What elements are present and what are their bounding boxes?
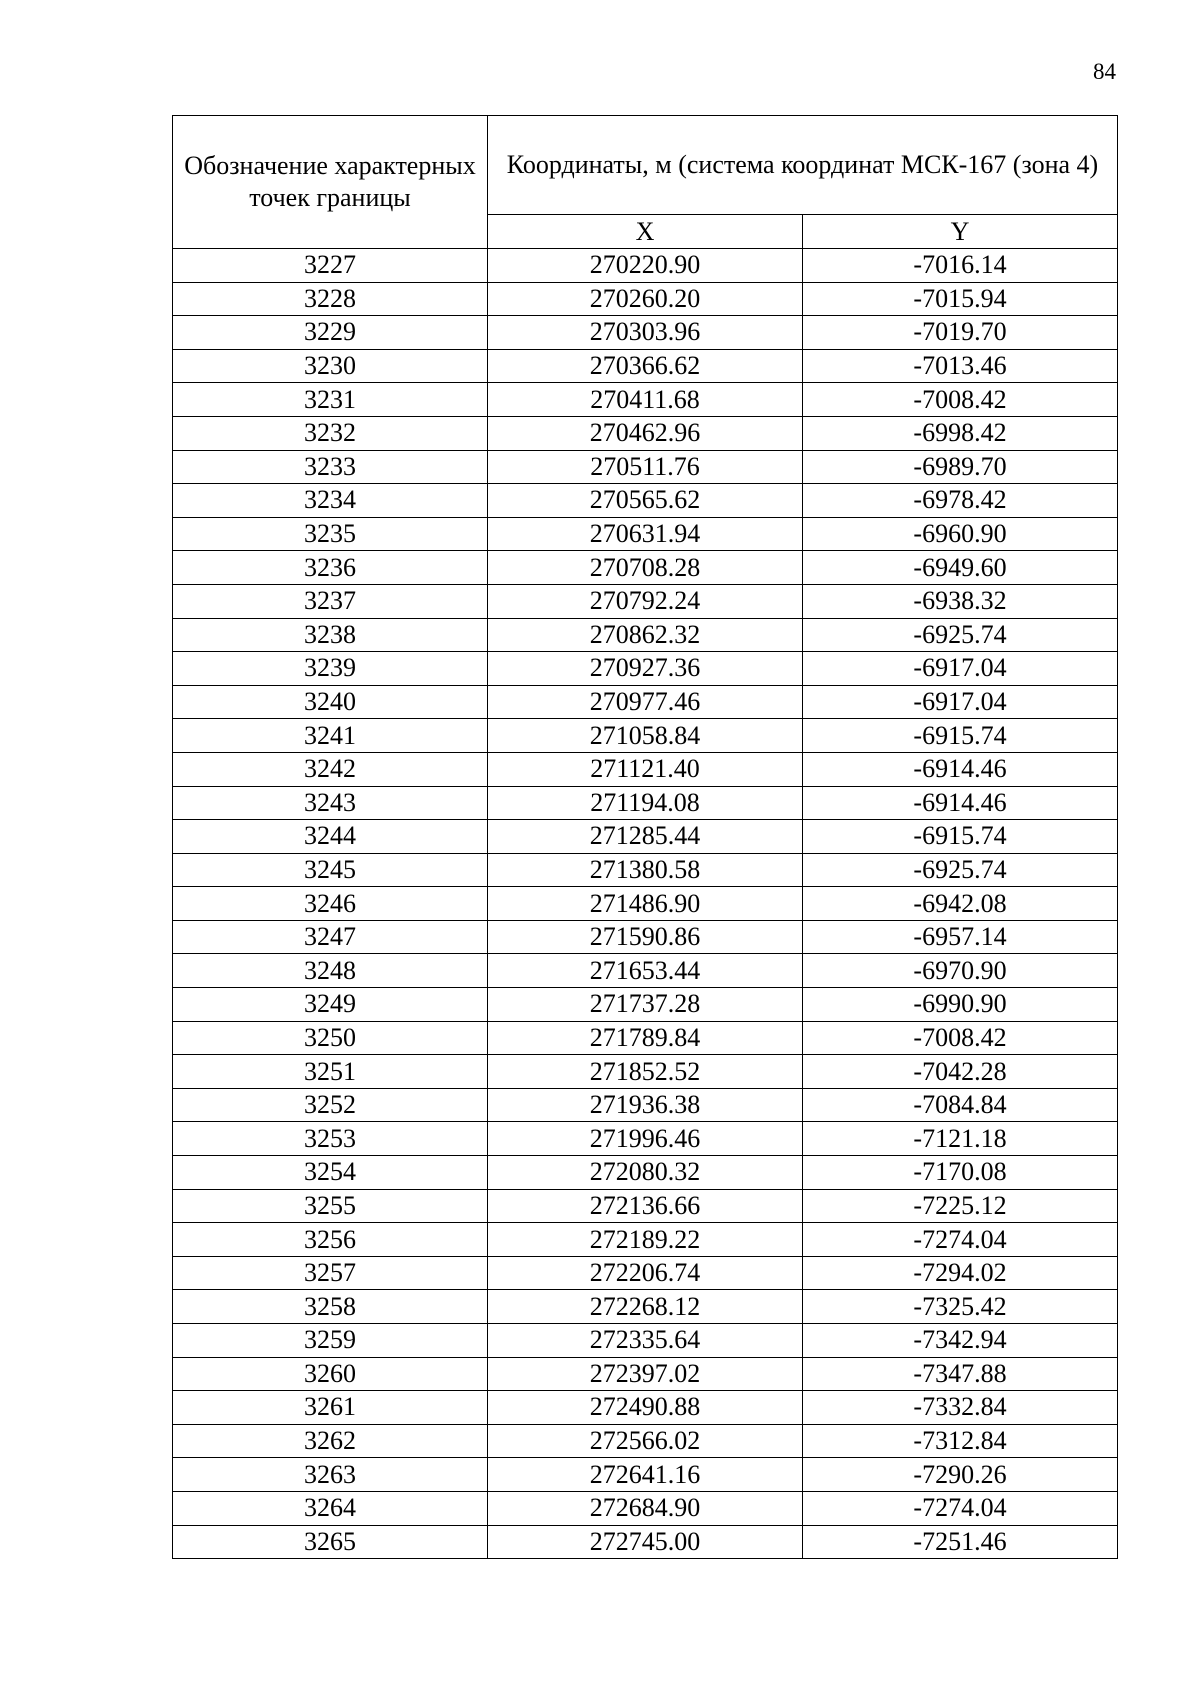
cell-x: 270708.28 xyxy=(488,551,803,585)
cell-y: -7015.94 xyxy=(803,282,1118,316)
cell-point: 3245 xyxy=(173,853,488,887)
cell-y: -7294.02 xyxy=(803,1256,1118,1290)
cell-y: -6925.74 xyxy=(803,853,1118,887)
cell-point: 3239 xyxy=(173,652,488,686)
cell-point: 3264 xyxy=(173,1491,488,1525)
cell-x: 270303.96 xyxy=(488,316,803,350)
cell-y: -6942.08 xyxy=(803,887,1118,921)
cell-point: 3232 xyxy=(173,416,488,450)
cell-point: 3247 xyxy=(173,920,488,954)
cell-x: 271285.44 xyxy=(488,820,803,854)
table-row xyxy=(173,1055,1118,1089)
cell-y: -6938.32 xyxy=(803,584,1118,618)
table-row xyxy=(173,1290,1118,1324)
cell-x: 272684.90 xyxy=(488,1491,803,1525)
cell-point: 3253 xyxy=(173,1122,488,1156)
table-row xyxy=(173,820,1118,854)
cell-y: -6957.14 xyxy=(803,920,1118,954)
cell-x: 272745.00 xyxy=(488,1525,803,1559)
header-y: Y xyxy=(803,215,1118,249)
cell-y: -7251.46 xyxy=(803,1525,1118,1559)
table-row xyxy=(173,249,1118,283)
cell-x: 272566.02 xyxy=(488,1424,803,1458)
cell-x: 272335.64 xyxy=(488,1324,803,1358)
cell-x: 271590.86 xyxy=(488,920,803,954)
cell-x: 270462.96 xyxy=(488,416,803,450)
cell-point: 3263 xyxy=(173,1458,488,1492)
cell-point: 3244 xyxy=(173,820,488,854)
table-row xyxy=(173,1223,1118,1257)
cell-point: 3254 xyxy=(173,1156,488,1190)
cell-y: -7325.42 xyxy=(803,1290,1118,1324)
cell-point: 3227 xyxy=(173,249,488,283)
cell-point: 3248 xyxy=(173,954,488,988)
cell-y: -7170.08 xyxy=(803,1156,1118,1190)
header-row-top xyxy=(173,116,1118,215)
cell-x: 271194.08 xyxy=(488,786,803,820)
table-row xyxy=(173,1122,1118,1156)
cell-y: -7016.14 xyxy=(803,249,1118,283)
cell-x: 272268.12 xyxy=(488,1290,803,1324)
table-row xyxy=(173,652,1118,686)
cell-point: 3242 xyxy=(173,752,488,786)
table-row xyxy=(173,887,1118,921)
cell-y: -7013.46 xyxy=(803,349,1118,383)
cell-point: 3235 xyxy=(173,517,488,551)
cell-y: -7084.84 xyxy=(803,1088,1118,1122)
cell-y: -7274.04 xyxy=(803,1491,1118,1525)
cell-x: 270927.36 xyxy=(488,652,803,686)
cell-y: -6915.74 xyxy=(803,820,1118,854)
cell-x: 272189.22 xyxy=(488,1223,803,1257)
table-row xyxy=(173,282,1118,316)
cell-point: 3257 xyxy=(173,1256,488,1290)
table-row xyxy=(173,1256,1118,1290)
cell-x: 270565.62 xyxy=(488,484,803,518)
cell-x: 271653.44 xyxy=(488,954,803,988)
cell-point: 3251 xyxy=(173,1055,488,1089)
cell-point: 3236 xyxy=(173,551,488,585)
cell-point: 3255 xyxy=(173,1189,488,1223)
cell-point: 3252 xyxy=(173,1088,488,1122)
cell-y: -6914.46 xyxy=(803,786,1118,820)
cell-point: 3256 xyxy=(173,1223,488,1257)
table-row xyxy=(173,719,1118,753)
table-body xyxy=(173,249,1118,1559)
cell-y: -6925.74 xyxy=(803,618,1118,652)
table-row xyxy=(173,1391,1118,1425)
cell-y: -6998.42 xyxy=(803,416,1118,450)
cell-x: 270977.46 xyxy=(488,685,803,719)
cell-y: -6949.60 xyxy=(803,551,1118,585)
cell-x: 271486.90 xyxy=(488,887,803,921)
table-row xyxy=(173,517,1118,551)
header-coordinates: Координаты, м (система координат МСК-167 (зона 4) xyxy=(488,116,1118,215)
page-number: 84 xyxy=(1093,59,1116,84)
cell-x: 272397.02 xyxy=(488,1357,803,1391)
cell-point: 3246 xyxy=(173,887,488,921)
cell-point: 3230 xyxy=(173,349,488,383)
table-row xyxy=(173,1088,1118,1122)
cell-y: -7332.84 xyxy=(803,1391,1118,1425)
cell-y: -6978.42 xyxy=(803,484,1118,518)
cell-x: 272080.32 xyxy=(488,1156,803,1190)
cell-x: 271789.84 xyxy=(488,1021,803,1055)
table-row xyxy=(173,954,1118,988)
cell-y: -7342.94 xyxy=(803,1324,1118,1358)
table-row xyxy=(173,1525,1118,1559)
cell-x: 270511.76 xyxy=(488,450,803,484)
table-row xyxy=(173,316,1118,350)
table-row xyxy=(173,1357,1118,1391)
cell-x: 271121.40 xyxy=(488,752,803,786)
cell-point: 3237 xyxy=(173,584,488,618)
cell-y: -6915.74 xyxy=(803,719,1118,753)
cell-x: 272206.74 xyxy=(488,1256,803,1290)
cell-x: 271737.28 xyxy=(488,988,803,1022)
cell-point: 3250 xyxy=(173,1021,488,1055)
cell-y: -7008.42 xyxy=(803,383,1118,417)
table-row xyxy=(173,618,1118,652)
table-row xyxy=(173,988,1118,1022)
table-row xyxy=(173,920,1118,954)
cell-point: 3231 xyxy=(173,383,488,417)
cell-x: 271996.46 xyxy=(488,1122,803,1156)
coordinates-table xyxy=(172,115,1118,1559)
cell-point: 3249 xyxy=(173,988,488,1022)
cell-x: 270220.90 xyxy=(488,249,803,283)
cell-x: 270631.94 xyxy=(488,517,803,551)
cell-x: 271380.58 xyxy=(488,853,803,887)
cell-x: 272136.66 xyxy=(488,1189,803,1223)
header-point-designation: Обозначение характерных точек границы xyxy=(173,116,488,249)
cell-y: -7290.26 xyxy=(803,1458,1118,1492)
cell-x: 270366.62 xyxy=(488,349,803,383)
cell-x: 272490.88 xyxy=(488,1391,803,1425)
cell-y: -7019.70 xyxy=(803,316,1118,350)
cell-y: -7347.88 xyxy=(803,1357,1118,1391)
cell-point: 3234 xyxy=(173,484,488,518)
cell-y: -7008.42 xyxy=(803,1021,1118,1055)
table-row xyxy=(173,786,1118,820)
table-header xyxy=(173,116,1118,249)
table-row xyxy=(173,685,1118,719)
table-row xyxy=(173,1021,1118,1055)
table-row xyxy=(173,349,1118,383)
table-row xyxy=(173,1458,1118,1492)
cell-y: -7121.18 xyxy=(803,1122,1118,1156)
cell-x: 272641.16 xyxy=(488,1458,803,1492)
cell-y: -6960.90 xyxy=(803,517,1118,551)
cell-point: 3238 xyxy=(173,618,488,652)
cell-point: 3260 xyxy=(173,1357,488,1391)
cell-point: 3261 xyxy=(173,1391,488,1425)
cell-y: -7274.04 xyxy=(803,1223,1118,1257)
cell-point: 3228 xyxy=(173,282,488,316)
cell-point: 3265 xyxy=(173,1525,488,1559)
table-row xyxy=(173,484,1118,518)
cell-point: 3243 xyxy=(173,786,488,820)
cell-point: 3258 xyxy=(173,1290,488,1324)
cell-x: 271852.52 xyxy=(488,1055,803,1089)
table-row xyxy=(173,1324,1118,1358)
table-row xyxy=(173,853,1118,887)
table-row xyxy=(173,416,1118,450)
cell-point: 3229 xyxy=(173,316,488,350)
cell-x: 270411.68 xyxy=(488,383,803,417)
cell-y: -6917.04 xyxy=(803,685,1118,719)
cell-point: 3259 xyxy=(173,1324,488,1358)
cell-point: 3233 xyxy=(173,450,488,484)
cell-y: -6990.90 xyxy=(803,988,1118,1022)
cell-x: 270260.20 xyxy=(488,282,803,316)
cell-y: -6970.90 xyxy=(803,954,1118,988)
cell-point: 3241 xyxy=(173,719,488,753)
table-row xyxy=(173,551,1118,585)
cell-y: -7042.28 xyxy=(803,1055,1118,1089)
cell-x: 270862.32 xyxy=(488,618,803,652)
table-row xyxy=(173,383,1118,417)
cell-y: -6914.46 xyxy=(803,752,1118,786)
cell-y: -7312.84 xyxy=(803,1424,1118,1458)
cell-x: 271936.38 xyxy=(488,1088,803,1122)
cell-y: -6989.70 xyxy=(803,450,1118,484)
cell-point: 3262 xyxy=(173,1424,488,1458)
table-row xyxy=(173,450,1118,484)
cell-y: -6917.04 xyxy=(803,652,1118,686)
table-row xyxy=(173,1156,1118,1190)
cell-y: -7225.12 xyxy=(803,1189,1118,1223)
table-row xyxy=(173,752,1118,786)
table-row xyxy=(173,1491,1118,1525)
table-row xyxy=(173,1189,1118,1223)
table-row xyxy=(173,584,1118,618)
header-x: X xyxy=(488,215,803,249)
table-row xyxy=(173,1424,1118,1458)
cell-x: 271058.84 xyxy=(488,719,803,753)
cell-x: 270792.24 xyxy=(488,584,803,618)
cell-point: 3240 xyxy=(173,685,488,719)
